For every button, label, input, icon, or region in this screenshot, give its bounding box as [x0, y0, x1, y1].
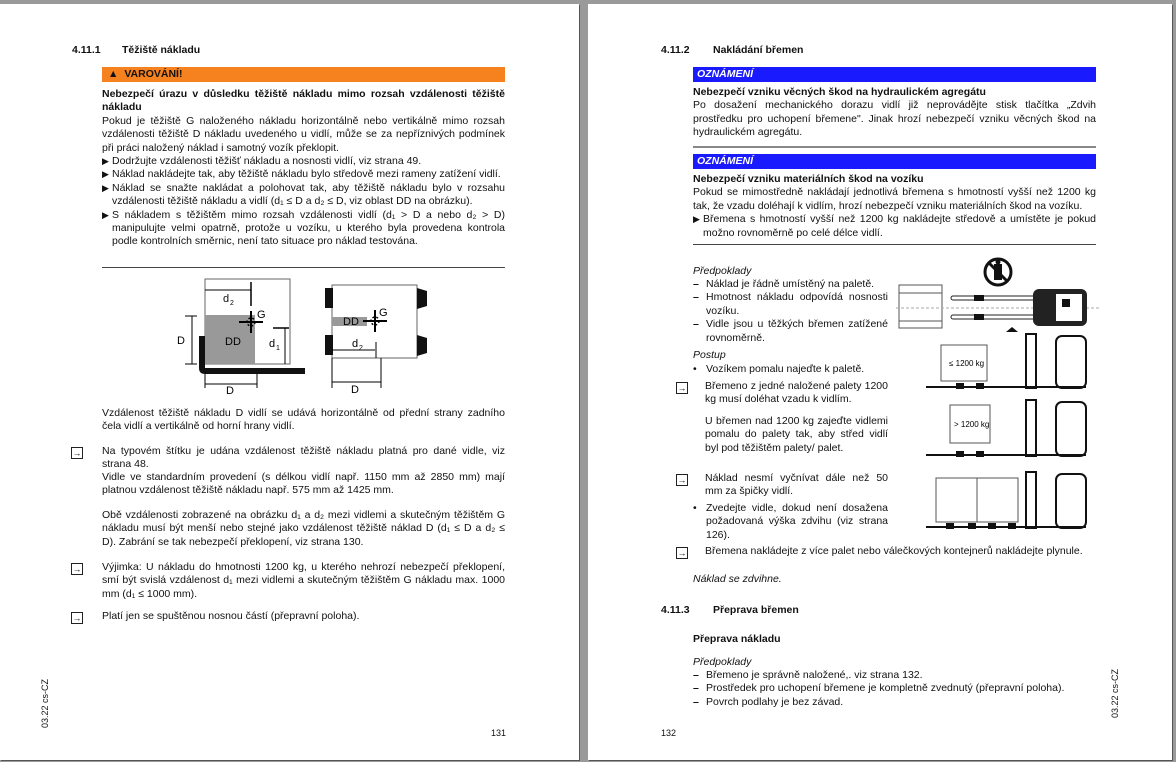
list-item: – Hmotnost nákladu odpovídá nosnosti vozíku.: [693, 291, 888, 317]
notice-end-rule: [693, 146, 1096, 148]
note-exception: Výjimka: U nákladu do hmotnosti 1200 kg, u kterého nehrozí nebezpečí překlopení, smí být svislá vzdálenost d₁ mezi vidlemi a skutečným těžištěm G nákladu max. 1000 mm (d₁ ≤ 1000 mm).: [102, 561, 505, 600]
warning-bullet: ▶ Dodržujte vzdálenosti těžišť nákladu a nosnosti vidlí, viz strana 49.: [102, 155, 422, 168]
document-version: 03.22 cs-CZ: [1110, 668, 1120, 718]
section-number: 4.11.1: [72, 44, 101, 56]
list-item: – Povrch podlahy je bez závad.: [693, 695, 844, 708]
notice-box-truck: [693, 154, 1096, 240]
notice-title: Nebezpečí vzniku věcných škod na hydraulickém agregátu: [693, 86, 986, 98]
page-number: 132: [661, 728, 677, 738]
svg-text:1: 1: [276, 345, 280, 352]
notice-title: Nebezpečí vzniku materiálních škod na vozíku: [693, 173, 924, 185]
svg-text:D: D: [351, 384, 359, 396]
subsection-title: Přeprava břemen: [713, 604, 799, 616]
warning-triangle-icon: ▲: [108, 68, 119, 80]
note-step: Náklad nesmí vyčnívat dále než 50 mm za špičky vidlí.: [705, 472, 888, 498]
distance-paragraph: Vzdálenost těžiště nákladu D vidlí se udává horizontálně od přední strany zadního čela vidlí a vertikálně od horní hrany vidlí.: [102, 407, 505, 433]
result-text: Náklad se zdvihne.: [693, 573, 782, 585]
svg-text:> 1200 kg: > 1200 kg: [954, 420, 990, 429]
section-number: 4.11.2: [661, 44, 690, 56]
document-version: 03.22 cs-CZ: [40, 678, 50, 728]
truck-loading-figure: [896, 252, 1101, 537]
triangle-bullet-icon: ▶: [102, 182, 109, 193]
note-transport-position: Platí jen se spuštěnou nosnou částí (přepravní poloha).: [102, 610, 360, 622]
load-center-diagram: [165, 276, 445, 396]
triangle-bullet-icon: ▶: [102, 156, 109, 167]
svg-text:DD: DD: [343, 316, 359, 328]
note-step: Břemena nakládejte z více palet nebo válečkových kontejnerů nakládejte plynule.: [705, 545, 1083, 557]
procedure-label: Postup: [693, 349, 726, 361]
list-item: – Vidle jsou u těžkých břemen zatížené rovnoměrně.: [693, 318, 888, 344]
notice-bar: OZNÁMENÍ: [693, 154, 1096, 169]
warning-title: Nebezpečí úrazu v důsledku těžiště nákladu mimo rozsah vzdálenosti těžiště nákladu: [102, 88, 505, 114]
triangle-bullet-icon: ▶: [693, 214, 700, 225]
svg-text:DD: DD: [225, 336, 241, 348]
prereq-list: [693, 669, 1113, 709]
list-item: – Prostředek pro uchopení břemene je kompletně zvednutý (přepravní poloha).: [693, 682, 1065, 695]
prereq-label: Předpoklady: [693, 265, 752, 277]
notice-body: Pokud se mimostředně nakládají jednotlivá břemena s hmotností vyšší než 1200 kg tak, že vzadu doléhají k vidlím, hrozí nebezpečí vzniku materiálních škod na vozíku.: [693, 186, 1096, 212]
note-rating-plate: Na typovém štítku je udána vzdálenost těžiště nákladu platná pro dané vidle, viz strana 48.: [102, 445, 505, 471]
warning-bullet: ▶ Náklad nakládejte tak, aby těžiště nákladu bylo středově mezi rameny zatížení vidlí.: [102, 168, 501, 181]
prereq-label: Předpoklady: [693, 656, 752, 668]
triangle-bullet-icon: ▶: [102, 169, 109, 180]
notice-end-rule: [693, 244, 1096, 245]
svg-text:≤ 1200 kg: ≤ 1200 kg: [949, 359, 985, 368]
notice-bar: OZNÁMENÍ: [693, 67, 1096, 82]
svg-text:2: 2: [230, 300, 234, 307]
arrow-note-icon: →: [677, 475, 687, 485]
warning-end-rule: [102, 267, 505, 268]
svg-text:D: D: [177, 335, 185, 347]
triangle-bullet-icon: ▶: [102, 209, 109, 220]
note-step: U břemen nad 1200 kg zajeďte vidlemi pomalu do palety tak, aby střed vidlí byl pod těžištěm palety/ palet.: [705, 415, 888, 454]
arrow-note-icon: →: [72, 448, 82, 458]
svg-text:d: d: [269, 338, 276, 350]
svg-text:d: d: [223, 293, 230, 305]
svg-text:G: G: [379, 307, 388, 319]
svg-text:D: D: [226, 385, 234, 396]
warning-box: [102, 67, 505, 249]
notice-bullet: ▶ Břemena s hmotností vyšší než 1200 kg nakládejte středově a umístěte je pokud možno rovnoměrně po celé délce vidlí.: [693, 213, 1096, 239]
arrow-note-icon: →: [677, 548, 687, 558]
note-step: Břemeno z jedné naložené palety 1200 kg musí doléhat vzadu k vidlím.: [705, 380, 888, 406]
both-distances-paragraph: Obě vzdálenosti zobrazené na obrázku d₁ a d₂ mezi vidlemi a skutečným těžištěm G nákladu musí být menší nebo stejné jako vzdálenost těžiště náklad D (d₁ ≤ D a d₂ ≤ D). Zabrání se tak nebezpečí překlopení, viz strana 130.: [102, 509, 505, 548]
step: • Vozíkem pomalu najeďte k paletě.: [693, 363, 865, 375]
svg-text:d: d: [352, 338, 359, 350]
prereq-list: [693, 278, 888, 345]
warning-bullet: ▶ Náklad se snažte nakládat a polohovat tak, aby těžiště nákladu bylo v rozsahu vzdálenosti těžiště nákladu a vidlí (d₁ ≤ D a d₂ ≤ D, viz oblast DD na obrázku).: [102, 181, 505, 208]
svg-text:2: 2: [359, 345, 363, 352]
subsection-number: 4.11.3: [661, 604, 690, 616]
step: • Zvedejte vidle, dokud není dosažena požadovaná výška zdvihu (viz strana 126).: [693, 502, 888, 541]
arrow-note-icon: →: [72, 613, 82, 623]
warning-bar: [102, 67, 505, 82]
notice-box-hydraulic: [693, 67, 1096, 140]
warning-label: VAROVÁNÍ!: [124, 68, 183, 80]
arrow-note-icon: →: [72, 564, 82, 574]
page-number: 131: [491, 728, 507, 738]
warning-body: Pokud je těžiště G naloženého nákladu horizontálně nebo vertikálně mimo rozsah vzdálenosti těžiště D nákladu uvedeného u vidlí, může se za nepříznivých podmínek při práci naložený náklad i samotný vozík překlopit.: [102, 114, 505, 154]
sub-heading: Přeprava nákladu: [693, 633, 781, 645]
list-item: – Břemeno je správně naložené,. viz strana 132.: [693, 669, 923, 681]
section-title: Těžiště nákladu: [122, 44, 201, 56]
list-item: – Náklad je řádně umístěný na paletě.: [693, 278, 875, 290]
note-standard-forks: Vidle ve standardním provedení (s délkou vidlí např. 1150 mm až 2850 mm) mají platnou vzdálenost těžiště nákladu např. 575 mm až 1425 mm.: [102, 471, 505, 497]
warning-bullet: ▶ S nákladem s těžištěm mimo rozsah vzdálenosti vidlí (d₁ > D a nebo d₂ > D) manipulujte velmi opatrně, protože u vozíku, u kterého byla provedena kontrola podle kontrolních směrnic, není tato situace pro náklad testována.: [102, 208, 505, 248]
page-132: [588, 4, 1172, 760]
svg-text:G: G: [257, 309, 266, 321]
arrow-note-icon: →: [677, 383, 687, 393]
notice-body: Po dosažení mechanického dorazu vidlí již neprovádějte stisk tlačítka „Zdvih prostředku pro uchopení břemene". Jinak hrozí nebezpečí vzniku věcných škod na hydraulickém agregátu.: [693, 99, 1096, 139]
page-131: [0, 4, 579, 760]
section-title: Nakládání břemen: [713, 44, 804, 56]
